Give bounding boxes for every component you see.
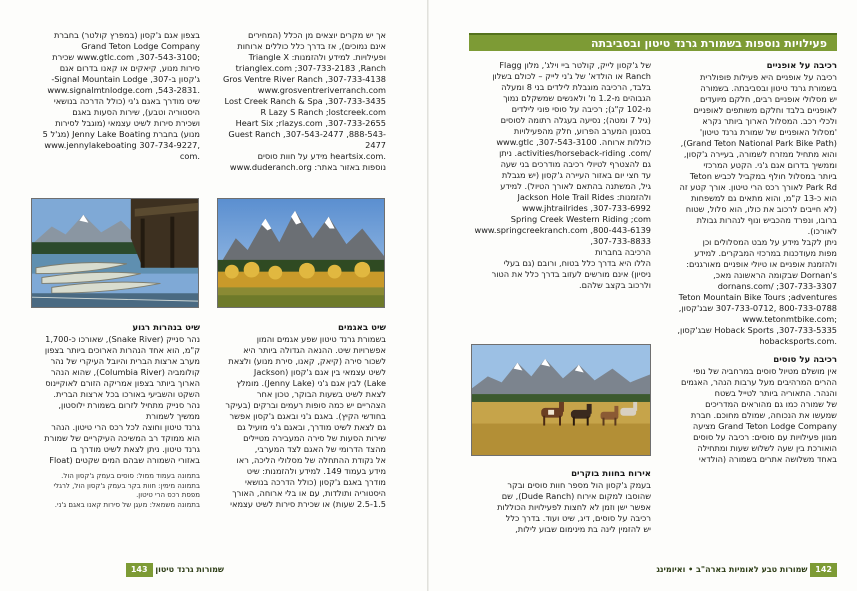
- text-line: ;www.tetonmtbike.com: [742, 314, 837, 324]
- text-line: Park Rd לאורך רכס הרי טיטון. אורך קטע זה: [679, 182, 837, 192]
- text-line: Grand Teton Lodge Company מציעה: [692, 421, 837, 431]
- right-page-footer: [625, 562, 837, 578]
- text-line: Lake) לבין אגם ג'ני (Jenny Lake). מומלץ: [236, 378, 386, 388]
- text-line: הגבוהים מ-1.2 מ' ולאנשים שמשקלם נמוך: [503, 93, 651, 103]
- text-line: מערב ארצות הברית והיובל העיקרי של נהר: [50, 356, 200, 366]
- text-line: ההרים המרהיבים מעל ערבות הנהר, האגמים: [681, 377, 837, 387]
- text-line: ג'קסון ב-Signal Mountain Lodge ,307-: [51, 74, 200, 84]
- canoe-dock-photo: [31, 198, 199, 308]
- text-line: נהר סנייק (Snake River), שאורכו כ-1,700: [45, 334, 200, 344]
- text-line: מנוע) בחברת Jenny Lake Boating (מג'ל 5: [42, 129, 200, 139]
- credit-line: בתמונה משמאל: מעגן של סירות קאנו באגם ג'ני.: [54, 500, 200, 509]
- text-line: רכיבה על סוסים, דיג, שיט ועוד. בדרך כלל: [505, 513, 651, 523]
- section-banner: פעילויות נוספות בשמורת גרנד טיטון ובסביבתה: [469, 33, 837, 51]
- text-line: ;www.gtlc.com ,307-543-3100 שכירת: [52, 52, 200, 62]
- page-number: 142: [810, 563, 837, 577]
- text-line: בלבד, הרכיבה מוגבלת לילדים בני 8 ומעלה: [501, 82, 651, 92]
- text-line: ממשיך לשמורת: [145, 411, 200, 421]
- text-line: .hobacksports.com: [759, 336, 837, 346]
- text-line: .com: [179, 151, 200, 161]
- text-line: גיל, המשתנה בהתאם לאורך הטיול). למידע: [500, 181, 651, 191]
- text-line: הואורכת בין שעה לשלוש שעות ומתחילה: [697, 443, 837, 453]
- text-line: מ-102 ק"ג); רכיבה על סוסי פוני לילדים: [511, 104, 651, 114]
- text-line: R Lazy S Ranch ;lostcreek.com: [260, 107, 386, 117]
- text-line: שהוסבו למקום אירוח (Dude Ranch), שם: [501, 491, 651, 501]
- text-line: וממשיך בדרום אגם ג'ני. הקטע המרכזי: [703, 160, 837, 170]
- text-line: השקט והשביעי באורכו בכל ארצות הברית.: [53, 389, 200, 399]
- text-line: שמעשו את הנכוחה, שמולם מחוכם. חברת: [690, 410, 837, 420]
- text-line: באחד משלושה אתרים בשמורה (הולדאי: [698, 454, 837, 464]
- text-line: Grand Teton Lodge Company: [81, 41, 200, 51]
- text-line: יש להזמין לינה בת מינימום שבוע לילות,: [515, 524, 651, 534]
- text-line: בסגנון המערב הפרוע, חלק מהפעילויות: [513, 126, 651, 136]
- text-line: אפשרויות שיט. ההנאה הגדולה ביותר היא: [243, 345, 386, 355]
- text-line: בחודשי הקיץ). באגם ג'ני ובאגם ג'קסון אפשר: [229, 411, 386, 421]
- text-line: Gros Ventre River Ranch ,307-733-4138: [222, 74, 386, 84]
- text-line: שיט מודרך באגם ג'ני (כולל הדרכה בנושאי: [53, 96, 200, 106]
- text-line: שירות הסעות של סירה המעבירה מטיילים: [243, 433, 386, 443]
- text-line: מידע בעמוד 149. למידע ולהזמנות: שיט: [246, 466, 386, 476]
- text-line: סירות מנוע, קיאקים או קאנו בדרום אגם: [59, 63, 200, 73]
- text-line: גם לצאת לשיט מודרך, ובאגם ג'ני מועיל גם: [236, 422, 386, 432]
- text-line: לצאת לשיט בשעות הבוקר, טכון אחר: [256, 389, 386, 399]
- text-line: גרנד טיטון וחוצה לכל רכס הרי טיטון. הנהר: [51, 422, 200, 432]
- text-line: נהר סנייק מתחיל לזרום בשמורת ילוסטון,: [58, 400, 200, 410]
- text-line: הארוך ביותר בצפון אמריקה הזורם לאוקיינוס: [45, 378, 200, 388]
- text-line: כוללות ארוחה. www.gtlc ,307-543-3100: [496, 137, 651, 147]
- text-line: ולהזמנות: Jackson Hole Trail Rides: [517, 192, 651, 202]
- canoe-dock-image: [32, 199, 198, 307]
- text-line: 2.5-1.5 שעות) או שכירת סירות לשיט עצמאי: [230, 499, 386, 509]
- text-line: (לא חייבים לרכוב את כולו, הוא סלול, שטוח: [685, 204, 837, 214]
- text-line: והוא מתחיל ממזרח לשמורה, בעיירה ג'קסון,: [683, 149, 837, 159]
- text-line: קולומביה (Columbia River), שהוא הנהר: [50, 367, 200, 377]
- text-line: אין מושלם מטיול סוסים במרחביה של נופי: [693, 366, 837, 376]
- boating-contacts-text: [32, 30, 200, 202]
- text-line: הללו היא בדרך כלל בטוח, ורובם (גם בעלי: [503, 258, 651, 268]
- text-line: היסטוריה ותולדות, עם או בלי ארוחה, האורך: [232, 488, 386, 498]
- river-boating-heading: שיט בנהרות רגוע: [132, 323, 200, 333]
- text-line: אינם נמוכים), אז בדרך כלל כוללים ארוחות: [237, 41, 386, 51]
- text-line: .www.signalmtnlodge.com ,543-2831: [47, 85, 200, 95]
- text-line: נוספות באזור באתר: www.duderanch.org: [229, 162, 386, 172]
- text-line: trianglex.com ;307-733-2183 ,Ranch: [235, 63, 386, 73]
- credit-line: מפסת רכס הרי טיטון.: [136, 491, 200, 499]
- text-line: לאופניים בלבד וחלקם משותפים לאופניים: [693, 105, 837, 115]
- text-line: 800-733-0788 ,307-733-0712 שבג'קסון,: [678, 303, 837, 313]
- horses-meadow-photo: [471, 344, 651, 456]
- text-line: של ג'קסון לייק, קולטר ביי וילג', מלון Flagg: [499, 60, 651, 70]
- text-line: מפות מעודכנות במרכזי המבקרים. למידע: [694, 248, 837, 258]
- text-line: (Grand Teton National Park Bike Path),: [680, 138, 837, 148]
- text-line: יש מסלולי אופניים רבים, חלקם מיועדים: [699, 94, 837, 104]
- text-line: (גיל 7 ומטה); נסיעה בעגלה רתומה לסוסים: [500, 115, 651, 125]
- text-line: Lost Creek Ranch & Spa ,307-733-3435: [224, 96, 386, 106]
- running-head-section: שמורות טבע לאומיות בארה"ב • ואיומינג: [656, 565, 808, 574]
- text-line: ניתן לקבל מידע על מבט המסלולים וכן: [702, 237, 837, 247]
- cycling-horses-column: [667, 60, 837, 555]
- text-line: Dornan's שבקומה הראשונה מאכ,: [713, 270, 837, 280]
- text-line: רכיבה על אופניים היא פעילות פופולרית: [699, 72, 837, 82]
- text-line: הוא ממוקד רב המשיכה העיקריים של שמורת: [44, 433, 200, 443]
- horse-riding-continued: [473, 60, 651, 332]
- running-head-section: שמורות גרנד טיטון: [155, 565, 224, 574]
- text-line: בצפון אגם ג'קסון (במפרץ קולטר) בחברת: [54, 30, 200, 40]
- page-number: 143: [126, 563, 153, 577]
- text-line: Heart Six ;rlazys.com ,307-733-2655: [235, 118, 386, 128]
- text-line: Spring Creek Western Riding ;com: [510, 214, 651, 224]
- teton-mountain-photo: [217, 198, 385, 308]
- text-line: אל נקודת ההתחלה של מסלולי הליכה, ראו: [236, 455, 386, 465]
- mountain-aspen-image: [218, 199, 384, 307]
- left-page: [0, 0, 428, 591]
- text-line: אך יש מקרים יוצאים מן הכלל (המחירים: [248, 30, 386, 40]
- text-line: ברובו, ונפרד מהכביש ונוף לנהרות גבולת לאורכו).: [696, 215, 837, 236]
- text-line: www.grosventreriverranch.com: [257, 85, 386, 95]
- text-line: של שמורה כמו גם מהוראים המדריכים: [705, 399, 837, 409]
- text-line: ולהזמנת אופניים או טיולי אופניים מאורגנים:: [686, 259, 837, 269]
- text-line: לשכור סירה (קיאק, קאנו, סירת מנוע) ולצאת: [228, 356, 386, 366]
- left-page-footer: [24, 562, 224, 578]
- text-line: באזורי השמורה שבהם המים שקטים (Float: [49, 455, 200, 465]
- horse-riding-heading: רכיבה על סוסים: [773, 355, 837, 365]
- text-line: Ranch או הולדא' של ג'ני לייק – לכולם בשלון: [492, 71, 651, 81]
- text-line: www.springcreekranch.com ,800-443-6139 ,307-733-8833: [474, 225, 651, 246]
- horses-meadow-image: [472, 345, 650, 455]
- text-line: הרכיבה בחברות: [595, 247, 651, 257]
- credit-line: בתמונה מימין: חוות בקר בעמק ג'קסון הול, לרגלי: [53, 481, 200, 490]
- text-line: Teton Mountain Bike Tours ;adventures: [678, 292, 837, 302]
- text-line: 'מסלול האופניים של שמורת גרנד טיטון': [699, 127, 837, 137]
- text-line: Hoback Sports ,307-733-5335 שבג'קסון,: [677, 325, 837, 335]
- text-line: ולכלי רכב. המסלול הארוך ביותר נקרא: [702, 116, 837, 126]
- text-line: עד חצי יום באזור העיירה ג'קסון (יש מגבלת: [501, 170, 651, 180]
- text-line: ופעילויות. למידע ולהזמנות: Triangle X: [248, 52, 386, 62]
- text-line: Guest Ranch ,307-543-2477 ,888-543-2477: [228, 129, 386, 150]
- ranch-contacts-text: [218, 30, 386, 202]
- text-line: ניסיון) אינם מורשים לעזוב בדרך כלל את הטור: [491, 269, 651, 279]
- text-line: גרנד טיטון. ניתן לצאת לשיט מודרך בו: [70, 444, 200, 454]
- right-page: [429, 0, 857, 591]
- text-line: dornans.com/ ;307-733-3307: [717, 281, 837, 291]
- river-boating-section: [32, 322, 200, 554]
- cycling-heading: רכיבה על אופניים: [766, 61, 837, 71]
- text-line: אפשר ישן וזמן לא לחצות לפעילויות הכוללות: [497, 502, 651, 512]
- lake-boating-heading: שיט באגמים: [338, 323, 386, 333]
- text-line: ק"מ, הוא אחד הנהרות הארוכים ביותר בצפון: [44, 345, 200, 355]
- text-line: לשיט עצמאי בין אגם ג'קסון (Jackson: [253, 367, 386, 377]
- text-line: והנהר. התאוריה ביותר לטייל בשטח: [714, 388, 837, 398]
- text-line: .heartsix.com מידע על חוות סוסים: [257, 151, 386, 161]
- text-line: /activities/horseback-riding .com. ניתן: [499, 148, 651, 158]
- lake-boating-section: [218, 322, 386, 554]
- text-line: גם להצטרף לטיולי רכיבה מודרכים בני שעה: [500, 159, 651, 169]
- text-line: מהצד הדרומי של האגם לצד המערבי,: [254, 444, 386, 454]
- photo-credits: [32, 472, 200, 510]
- text-line: בעמק ג'קסון הול מספר חוות סוסים ובקר: [507, 480, 651, 490]
- credit-line: בתמונה בעמוד ממול: סוסים בעמק ג'קסון הול.: [61, 472, 200, 480]
- dude-ranch-section: [473, 468, 651, 552]
- text-line: ביותר במסלול חולף במקביל לכביש Teton: [689, 171, 837, 181]
- text-line: ולרכוב בקצב שלהם.: [579, 280, 651, 290]
- text-line: ,307-734-9227 www.jennylakeboating: [44, 140, 200, 150]
- text-line: בשמורת גרנד טיטון ובסביבתה. בשמורה: [700, 83, 837, 93]
- text-line: הצהריים יש כמה סופות רעמים וברקים (בעיקר: [225, 400, 386, 410]
- text-line: בשמורת גרנד טיטון שפע אגמים והמון: [256, 334, 386, 344]
- dude-ranch-heading: אירוח בחוות בוקרים: [571, 469, 651, 479]
- text-line: מגוון פעילויות עם סוסים: רכיבה על סוסים: [693, 432, 837, 442]
- text-line: מודרך באגם ג'קסון (כולל הדרכה בנושאי: [244, 477, 386, 487]
- text-line: היסטוריה וטבע), שירות הסעות באגם: [72, 107, 200, 117]
- text-line: הוא כ-13 ק"מ, והוא מתאים גם למשפחות: [691, 193, 837, 203]
- text-line: ושכירת סירות לשיט עצמאי (מוגבל לסירות: [55, 118, 200, 128]
- text-line: www.jhtrailrides ,307-733-6992: [522, 203, 651, 213]
